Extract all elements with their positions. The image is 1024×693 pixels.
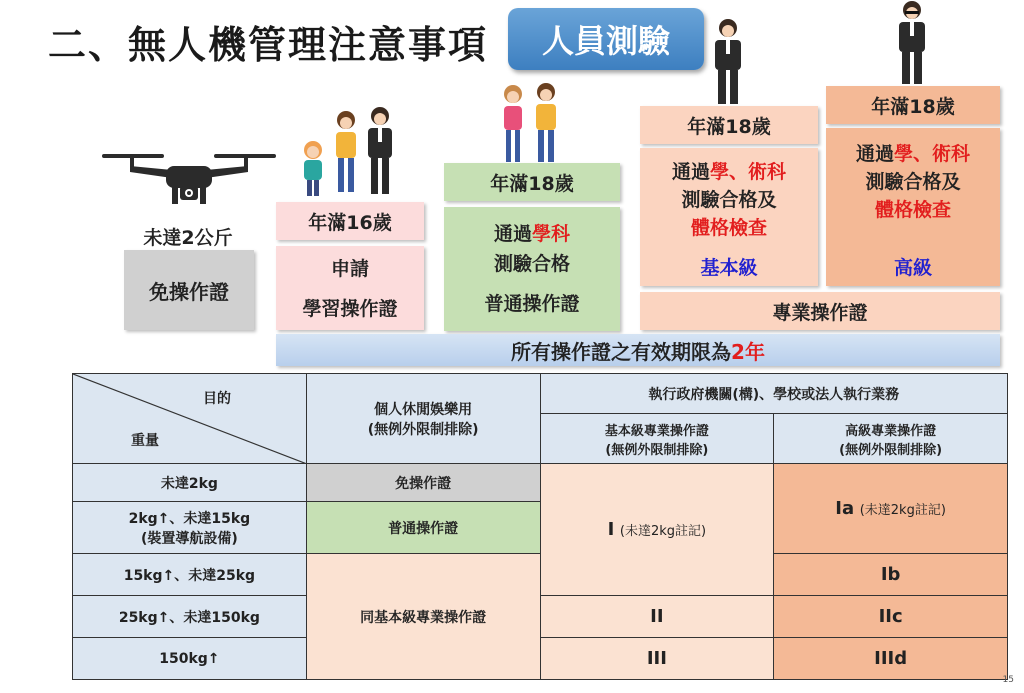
certificate-table xyxy=(72,373,1008,680)
leisure-same: 同基本級專業操作證 xyxy=(306,554,540,680)
corner-header xyxy=(73,374,307,464)
validity-bar: 所有操作證之有效期限為 2年 xyxy=(276,334,1000,366)
basic-age: 年滿18歲 xyxy=(640,106,818,144)
basic-line1: 通過 學、術科 xyxy=(671,160,787,183)
general-age: 年滿18歲 xyxy=(444,163,620,201)
basic-level: 基本級 xyxy=(700,256,758,279)
man-sunglasses-icon xyxy=(892,0,932,88)
leisure-free: 免操作證 xyxy=(306,464,540,502)
advanced-line2: 測驗合格及 xyxy=(865,170,961,193)
corner-purpose: 目的 xyxy=(203,391,231,407)
professional-bar: 專業操作證 xyxy=(640,292,1000,330)
general-cert: 普通操作證 xyxy=(484,292,580,315)
row-weight: 未達2kg xyxy=(73,464,307,502)
learner-card xyxy=(276,246,424,330)
leisure-general: 普通操作證 xyxy=(306,502,540,554)
general-line2: 測驗合格 xyxy=(493,252,570,275)
row-weight: 150kg↑ xyxy=(73,638,307,680)
row-weight: 25kg↑、未達150kg xyxy=(73,596,307,638)
person-icon xyxy=(530,82,562,166)
row-weight: 2kg↑、未達15kg (裝置導航設備) xyxy=(73,502,307,554)
man-icon xyxy=(708,18,748,108)
child-icon xyxy=(296,140,330,200)
drone-icon xyxy=(100,148,278,210)
advanced-level: 高級 xyxy=(893,256,932,279)
corner-weight: 重量 xyxy=(131,433,159,449)
adv-Ia: Ia (未達2kg註記) xyxy=(774,464,1008,554)
col-leisure: 個人休閒娛樂用 (無例外限制排除) xyxy=(306,374,540,464)
free-weight-label: 未達2公斤 xyxy=(143,226,233,249)
general-card xyxy=(444,207,620,331)
page-number: 15 xyxy=(1002,675,1014,685)
col-basic: 基本級專業操作證 (無例外限制排除) xyxy=(540,414,774,464)
learner-line1: 申請 xyxy=(330,257,369,280)
basic-I: I (未達2kg註記) xyxy=(540,464,774,596)
basic-card xyxy=(640,148,818,286)
basic-III: III xyxy=(540,638,774,680)
advanced-age: 年滿18歲 xyxy=(826,86,1000,124)
learner-age: 年滿16歲 xyxy=(276,202,424,240)
col-business: 執行政府機關(構)、學校或法人執行業務 xyxy=(540,374,1008,414)
section-badge: 人員測驗 xyxy=(508,8,704,70)
adv-IIc: IIc xyxy=(774,596,1008,638)
learner-line2: 學習操作證 xyxy=(302,297,398,320)
man-icon xyxy=(362,106,398,198)
child-icon xyxy=(498,84,528,166)
person-icon xyxy=(330,110,362,198)
advanced-line3: 體格檢查 xyxy=(874,198,951,221)
col-advanced: 高級專業操作證 (無例外限制排除) xyxy=(774,414,1008,464)
advanced-card xyxy=(826,128,1000,286)
basic-line2: 測驗合格及 xyxy=(681,188,777,211)
adv-Ib: Ib xyxy=(774,554,1008,596)
free-card: 免操作證 xyxy=(124,250,254,330)
adv-IIId: IIId xyxy=(774,638,1008,680)
basic-II: II xyxy=(540,596,774,638)
advanced-line1: 通過 學、術科 xyxy=(855,142,971,165)
general-line1: 通過 學科 xyxy=(493,222,571,245)
page-title: 二、無人機管理注意事項 xyxy=(48,23,489,67)
row-weight: 15kg↑、未達25kg xyxy=(73,554,307,596)
basic-line3: 體格檢查 xyxy=(690,216,767,239)
